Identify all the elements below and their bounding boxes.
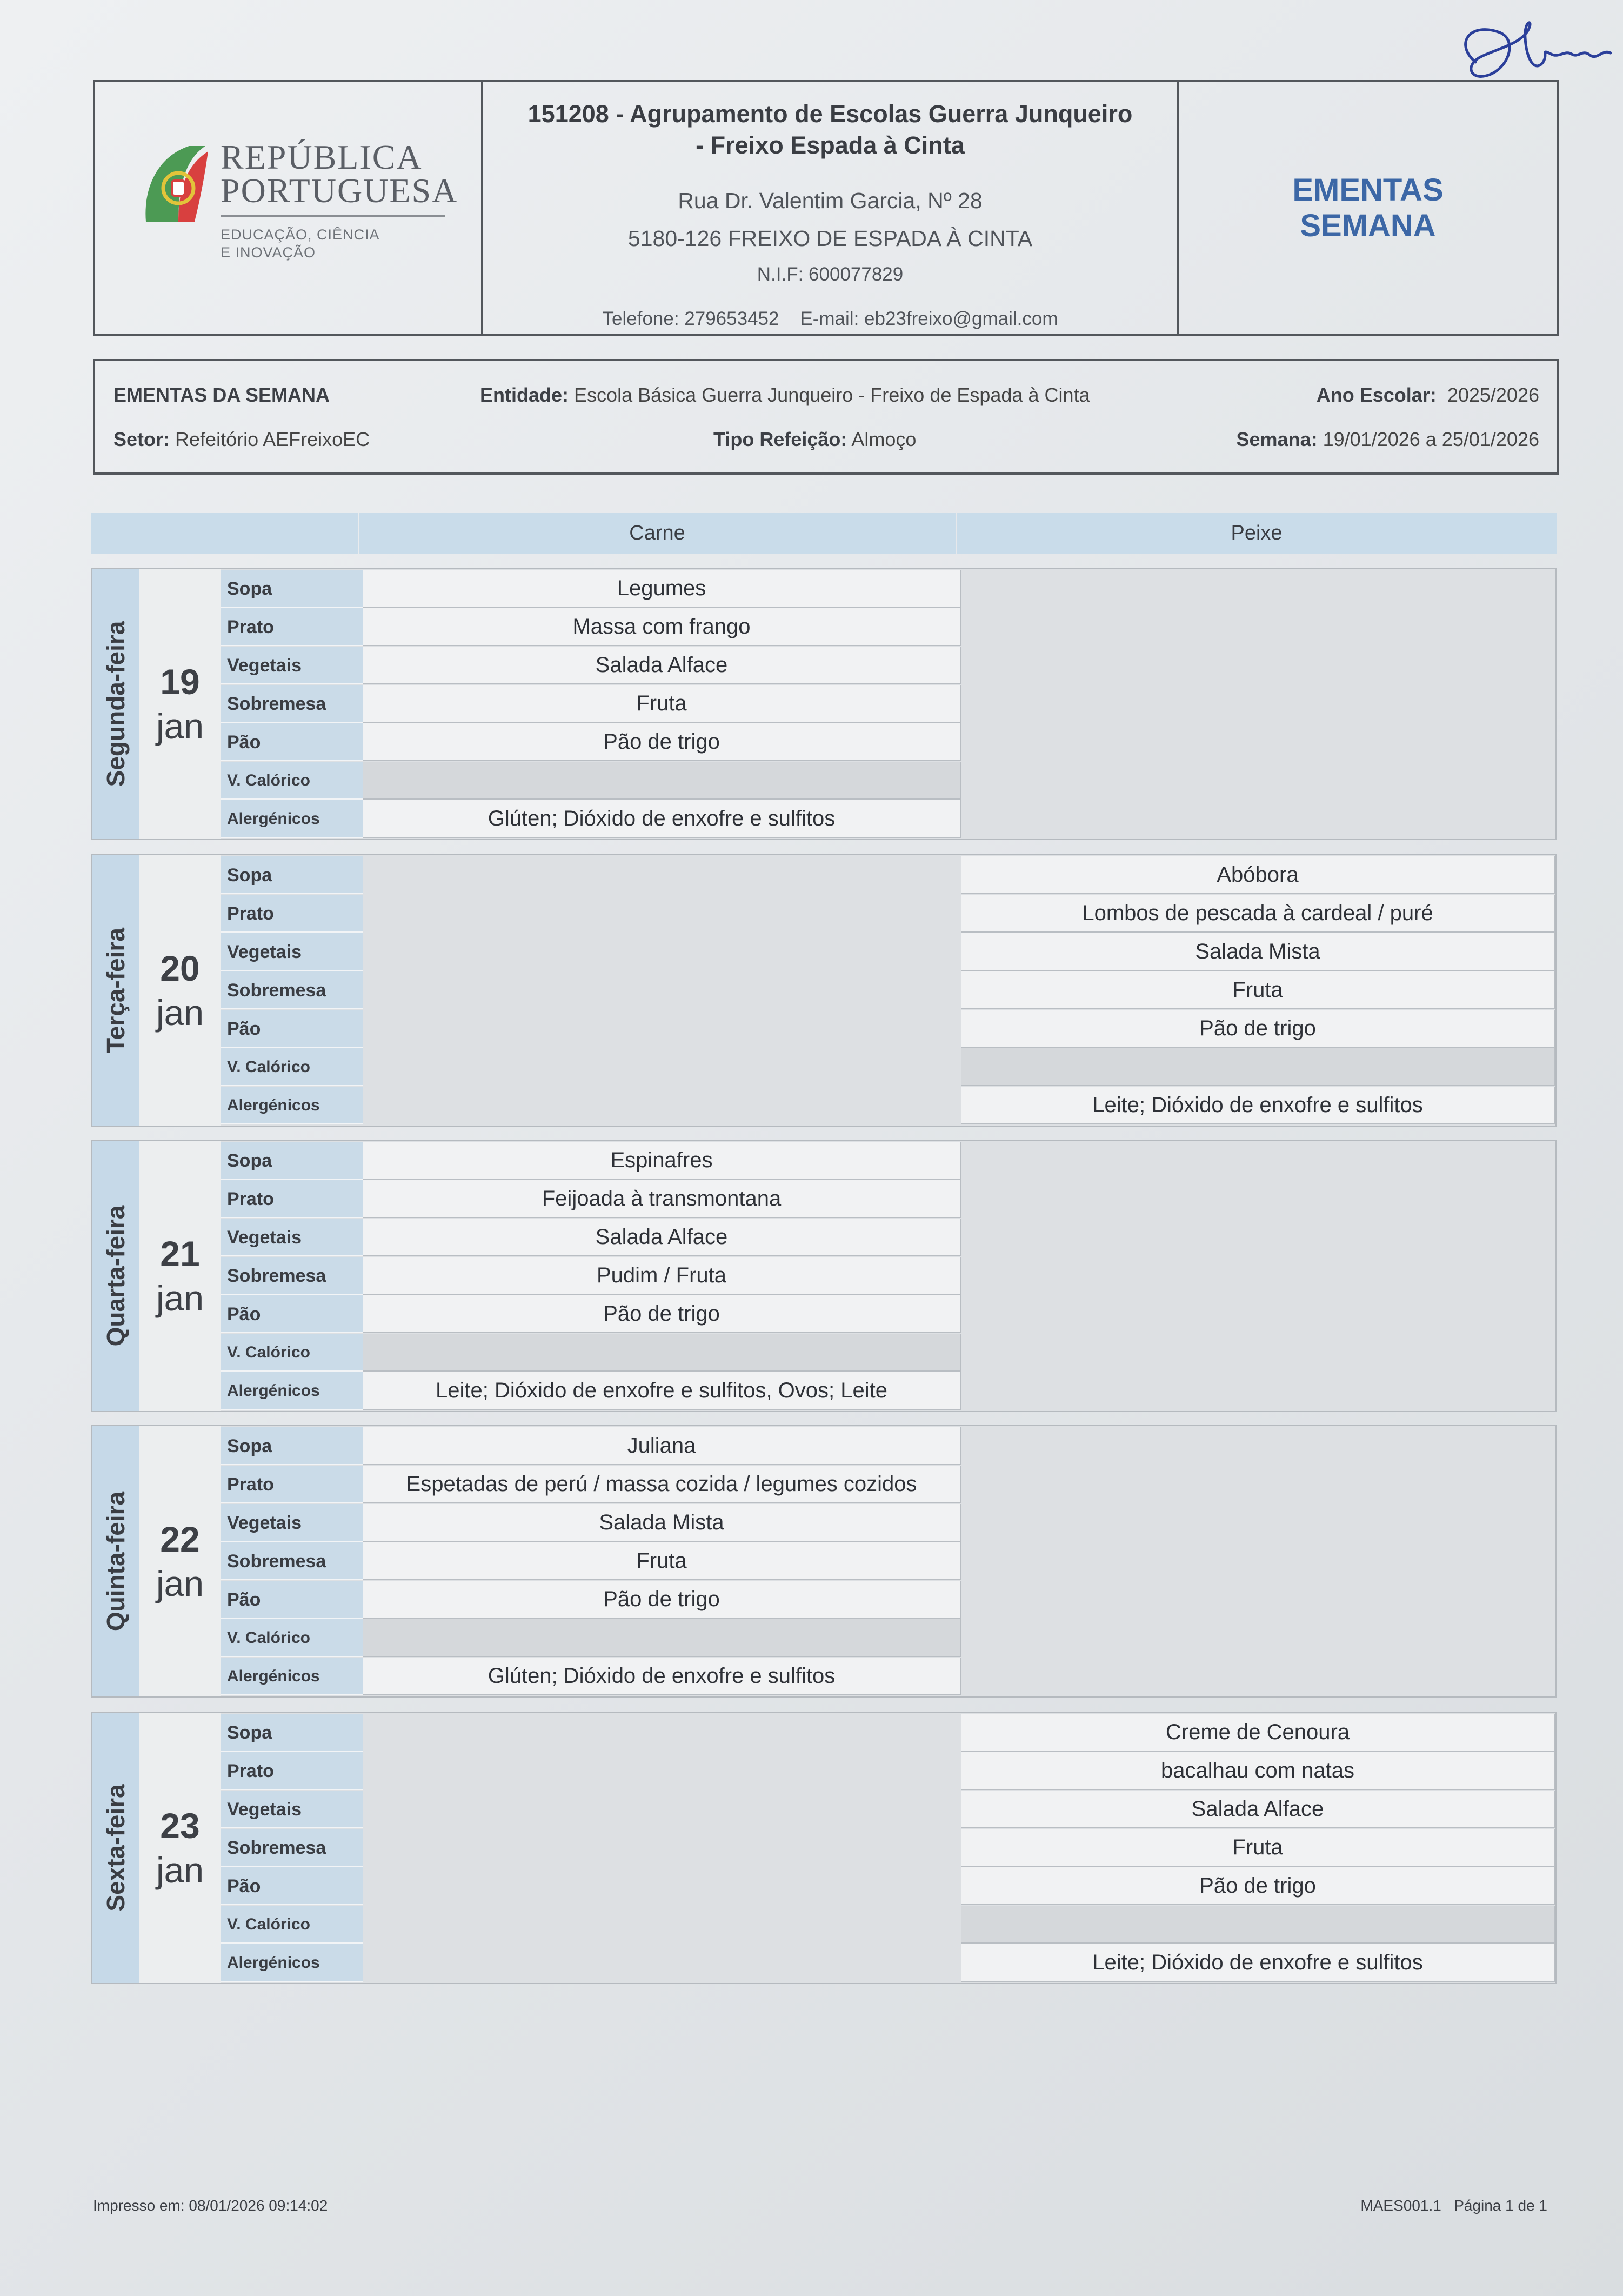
contact-line xyxy=(483,308,1177,330)
row-label: Alergénicos xyxy=(221,1944,363,1982)
day-number: 19 xyxy=(160,662,200,702)
day-month: jan xyxy=(156,1850,204,1890)
header-box xyxy=(93,80,1559,336)
peixe-cell: Lombos de pescada à cardeal / puré xyxy=(961,895,1555,933)
column-header-carne: Carne xyxy=(359,513,956,554)
carne-cell: Pudim / Fruta xyxy=(363,1257,961,1295)
menu-row xyxy=(221,1791,1555,1829)
carne-cell: Espinafres xyxy=(363,1142,961,1180)
menu-row xyxy=(221,1619,1555,1658)
menu-row xyxy=(221,856,1555,895)
carne-cell-empty xyxy=(363,1087,961,1124)
peixe-cell-empty xyxy=(961,1295,1555,1333)
menu-row xyxy=(221,1714,1555,1752)
carne-cell: Pão de trigo xyxy=(363,1581,961,1619)
peixe-cell-empty xyxy=(961,1372,1555,1410)
printed-timestamp: Impresso em: 08/01/2026 09:14:02 xyxy=(93,2197,328,2214)
school-info-cell xyxy=(483,82,1179,334)
row-label: Vegetais xyxy=(221,1791,363,1828)
day-number: 23 xyxy=(160,1806,200,1846)
carne-cell-empty xyxy=(363,1829,961,1867)
row-label: Pão xyxy=(221,1010,363,1048)
row-label: Prato xyxy=(221,1180,363,1218)
day-date xyxy=(139,1713,221,1983)
row-label: Sobremesa xyxy=(221,685,363,723)
peixe-cell-empty xyxy=(961,1427,1555,1465)
row-label: Pão xyxy=(221,723,363,761)
peixe-cell-empty xyxy=(961,608,1555,646)
row-label: Sopa xyxy=(221,1714,363,1752)
title-cell xyxy=(1179,82,1557,334)
entity: Entidade: Escola Básica Guerra Junqueiro - Freixo de Espada à Cinta xyxy=(480,384,1090,406)
row-label: Vegetais xyxy=(221,933,363,971)
carne-cell: Massa com frango xyxy=(363,608,961,646)
row-label: Sopa xyxy=(221,1142,363,1180)
form-code: MAES001.1 xyxy=(1360,2197,1441,2214)
row-label: Sopa xyxy=(221,1427,363,1465)
page-number: Página 1 de 1 xyxy=(1454,2197,1547,2214)
peixe-cell: Abóbora xyxy=(961,856,1555,894)
document-title: EMENTAS SEMANA xyxy=(1292,172,1444,243)
menu-row xyxy=(221,570,1555,608)
menu-row xyxy=(221,1829,1555,1867)
menu-row xyxy=(221,1257,1555,1295)
row-label: Sopa xyxy=(221,570,363,608)
peixe-cell-empty xyxy=(961,1619,1555,1657)
carne-cell: Feijoada à transmontana xyxy=(363,1180,961,1218)
peixe-cell-empty xyxy=(961,570,1555,608)
peixe-cell xyxy=(961,1906,1555,1944)
carne-cell: Glúten; Dióxido de enxofre e sulfitos xyxy=(363,800,961,838)
day-block xyxy=(91,1140,1557,1412)
day-block xyxy=(91,854,1557,1127)
row-label: Sopa xyxy=(221,856,363,894)
row-label: Alergénicos xyxy=(221,800,363,838)
menu-row xyxy=(221,895,1555,933)
carne-cell-empty xyxy=(363,1752,961,1790)
day-name xyxy=(92,1426,139,1696)
day-number: 20 xyxy=(160,948,200,988)
row-label: V. Calórico xyxy=(221,762,363,800)
carne-cell: Legumes xyxy=(363,570,961,608)
row-label: Sobremesa xyxy=(221,1829,363,1867)
menu-row xyxy=(221,647,1555,685)
day-date xyxy=(139,1426,221,1696)
menu-row xyxy=(221,800,1555,838)
menu-row xyxy=(221,1219,1555,1257)
row-label: V. Calórico xyxy=(221,1048,363,1086)
day-month: jan xyxy=(156,706,204,746)
menu-row xyxy=(221,1658,1555,1696)
row-label: Prato xyxy=(221,1466,363,1503)
peixe-cell: Salada Mista xyxy=(961,933,1555,971)
menu-row xyxy=(221,1372,1555,1410)
row-label: Sobremesa xyxy=(221,1257,363,1295)
menu-row xyxy=(221,762,1555,800)
column-header-blank xyxy=(91,513,358,554)
peixe-cell-empty xyxy=(961,1334,1555,1372)
peixe-cell: Creme de Cenoura xyxy=(961,1714,1555,1752)
row-label: Sobremesa xyxy=(221,1542,363,1580)
row-label: Vegetais xyxy=(221,647,363,684)
menu-row xyxy=(221,1010,1555,1048)
peixe-cell: Leite; Dióxido de enxofre e sulfitos xyxy=(961,1087,1555,1124)
day-block xyxy=(91,568,1557,840)
peixe-cell: bacalhau com natas xyxy=(961,1752,1555,1790)
address-city: 5180-126 FREIXO DE ESPADA À CINTA xyxy=(627,226,1033,251)
carne-cell-empty xyxy=(363,1714,961,1752)
carne-cell: Juliana xyxy=(363,1427,961,1465)
carne-cell-empty xyxy=(363,1944,961,1982)
carne-cell-empty xyxy=(363,1867,961,1905)
day-name-text: Quinta-feira xyxy=(102,1491,130,1632)
meal-type: Tipo Refeição: Almoço xyxy=(713,428,917,450)
peixe-cell-empty xyxy=(961,647,1555,684)
row-label: Prato xyxy=(221,608,363,646)
address-street: Rua Dr. Valentim Garcia, Nº 28 xyxy=(678,188,983,213)
row-label: Vegetais xyxy=(221,1219,363,1256)
day-month: jan xyxy=(156,1563,204,1603)
menu-row xyxy=(221,1142,1555,1180)
week: Semana: 19/01/2026 a 25/01/2026 xyxy=(1236,428,1539,450)
day-month: jan xyxy=(156,1278,204,1318)
row-label: Alergénicos xyxy=(221,1087,363,1124)
day-date xyxy=(139,1141,221,1411)
menu-row xyxy=(221,685,1555,723)
day-number: 21 xyxy=(160,1234,200,1274)
carne-cell xyxy=(363,1334,961,1372)
day-block xyxy=(91,1712,1557,1984)
day-name xyxy=(92,1713,139,1983)
carne-cell: Glúten; Dióxido de enxofre e sulfitos xyxy=(363,1658,961,1695)
carne-cell-empty xyxy=(363,933,961,971)
day-block xyxy=(91,1425,1557,1698)
day-name-text: Sexta-feira xyxy=(102,1784,130,1912)
carne-cell: Leite; Dióxido de enxofre e sulfitos, Ovos; Leite xyxy=(363,1372,961,1410)
menu-row xyxy=(221,1906,1555,1944)
row-label: Alergénicos xyxy=(221,1658,363,1695)
row-label: V. Calórico xyxy=(221,1906,363,1944)
carne-cell-empty xyxy=(363,1010,961,1048)
carne-cell: Salada Mista xyxy=(363,1504,961,1542)
peixe-cell xyxy=(961,1048,1555,1086)
menu-row xyxy=(221,1504,1555,1542)
peixe-cell: Leite; Dióxido de enxofre e sulfitos xyxy=(961,1944,1555,1982)
menu-row xyxy=(221,1867,1555,1906)
carne-cell xyxy=(363,762,961,800)
peixe-cell-empty xyxy=(961,685,1555,723)
row-label: Prato xyxy=(221,895,363,933)
day-name xyxy=(92,569,139,839)
carne-cell xyxy=(363,1619,961,1657)
day-name-text: Quarta-feira xyxy=(102,1205,130,1347)
carne-cell-empty xyxy=(363,1906,961,1944)
row-label: Alergénicos xyxy=(221,1372,363,1410)
carne-cell-empty xyxy=(363,895,961,933)
info-box xyxy=(93,359,1559,475)
peixe-cell: Salada Alface xyxy=(961,1791,1555,1828)
email: E-mail: eb23freixo@gmail.com xyxy=(800,308,1058,329)
organization-name: 151208 - Agrupamento de Escolas Guerra Junqueiro - Freixo Espada à Cinta xyxy=(527,100,1133,159)
menu-row xyxy=(221,1295,1555,1334)
phone: Telefone: 279653452 xyxy=(602,308,779,329)
menu-row xyxy=(221,1180,1555,1219)
menu-row xyxy=(221,1427,1555,1466)
peixe-cell-empty xyxy=(961,1257,1555,1295)
peixe-cell: Pão de trigo xyxy=(961,1010,1555,1048)
peixe-cell-empty xyxy=(961,800,1555,838)
peixe-cell-empty xyxy=(961,1581,1555,1619)
row-label: V. Calórico xyxy=(221,1619,363,1657)
day-name-text: Terça-feira xyxy=(102,928,130,1053)
carne-cell: Espetadas de perú / massa cozida / legumes cozidos xyxy=(363,1466,961,1503)
peixe-cell: Pão de trigo xyxy=(961,1867,1555,1905)
carne-cell-empty xyxy=(363,856,961,894)
peixe-cell-empty xyxy=(961,1180,1555,1218)
carne-cell-empty xyxy=(363,971,961,1009)
carne-cell-empty xyxy=(363,1791,961,1828)
row-label: V. Calórico xyxy=(221,1334,363,1372)
peixe-cell: Fruta xyxy=(961,1829,1555,1867)
logo-cell xyxy=(95,82,483,334)
day-number: 22 xyxy=(160,1519,200,1559)
row-label: Pão xyxy=(221,1295,363,1333)
carne-cell: Pão de trigo xyxy=(363,723,961,761)
peixe-cell-empty xyxy=(961,1466,1555,1503)
logo-wordmark: REPÚBLICA PORTUGUESA xyxy=(221,138,458,210)
peixe-cell-empty xyxy=(961,1542,1555,1580)
row-label: Prato xyxy=(221,1752,363,1790)
row-label: Vegetais xyxy=(221,1504,363,1542)
peixe-cell-empty xyxy=(961,723,1555,761)
peixe-cell-empty xyxy=(961,1219,1555,1256)
menu-row xyxy=(221,1542,1555,1581)
carne-cell: Fruta xyxy=(363,685,961,723)
menu-row xyxy=(221,971,1555,1010)
logo-divider xyxy=(221,215,445,217)
menu-row xyxy=(221,1581,1555,1619)
day-name xyxy=(92,855,139,1126)
menu-row xyxy=(221,1752,1555,1791)
menu-row xyxy=(221,1944,1555,1982)
menu-row xyxy=(221,723,1555,762)
day-name-text: Segunda-feira xyxy=(102,621,130,787)
day-date xyxy=(139,855,221,1126)
menu-row xyxy=(221,933,1555,971)
day-month: jan xyxy=(156,993,204,1033)
nif: N.I.F: 600077829 xyxy=(757,264,904,285)
peixe-cell-empty xyxy=(961,1658,1555,1695)
peixe-cell-empty xyxy=(961,1142,1555,1180)
menu-row xyxy=(221,1466,1555,1504)
day-name xyxy=(92,1141,139,1411)
menu-row xyxy=(221,1334,1555,1372)
row-label: Pão xyxy=(221,1581,363,1619)
menu-row xyxy=(221,1087,1555,1125)
peixe-cell: Fruta xyxy=(961,971,1555,1009)
carne-cell: Fruta xyxy=(363,1542,961,1580)
peixe-cell-empty xyxy=(961,762,1555,800)
carne-cell: Salada Alface xyxy=(363,647,961,684)
column-header-peixe: Peixe xyxy=(957,513,1557,554)
menu-row xyxy=(221,1048,1555,1087)
republica-portuguesa-emblem-icon xyxy=(141,141,211,227)
page-info xyxy=(1360,2197,1547,2214)
peixe-cell-empty xyxy=(961,1504,1555,1542)
carne-cell: Pão de trigo xyxy=(363,1295,961,1333)
day-date xyxy=(139,569,221,839)
school-year: Ano Escolar: 2025/2026 xyxy=(1316,384,1539,406)
row-label: Sobremesa xyxy=(221,971,363,1009)
logo-ministry: EDUCAÇÃO, CIÊNCIA E INOVAÇÃO xyxy=(221,227,380,261)
carne-cell: Salada Alface xyxy=(363,1219,961,1256)
carne-cell-empty xyxy=(363,1048,961,1086)
row-label: Pão xyxy=(221,1867,363,1905)
doc-title-label: EMENTAS DA SEMANA xyxy=(113,384,330,406)
menu-row xyxy=(221,608,1555,647)
sector: Setor: Refeitório AEFreixoEC xyxy=(113,428,370,450)
